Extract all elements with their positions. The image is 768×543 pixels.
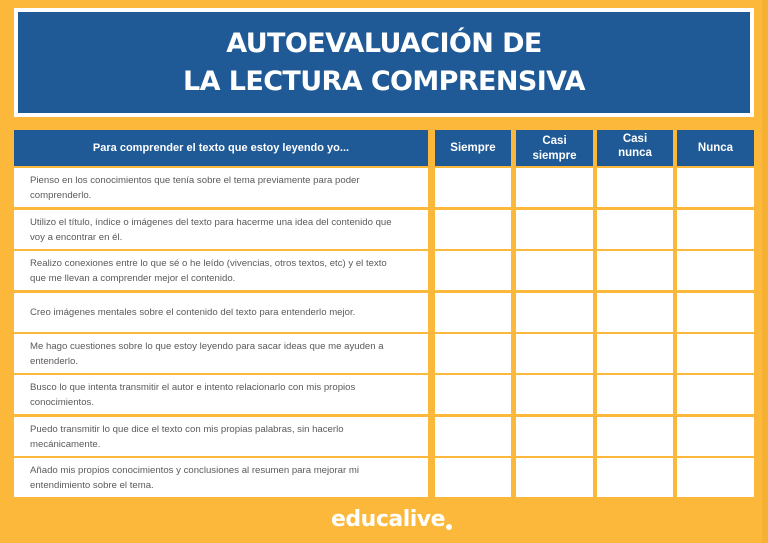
answer-cell-casi-siempre[interactable] bbox=[516, 168, 593, 207]
answer-cell-casi-siempre[interactable] bbox=[516, 417, 593, 456]
statement-text: Utilizo el título, índice o imágenes del texto para hacerme una idea del contenido que voy a encontrar en él. bbox=[30, 216, 392, 243]
statement-text: Me hago cuestiones sobre lo que estoy leyendo para sacar ideas que me ayuden a entenderlo. bbox=[30, 340, 384, 367]
header-casi-siempre-line1: Casi bbox=[542, 134, 567, 147]
answer-cell-nunca[interactable] bbox=[677, 417, 754, 456]
answer-cell-nunca[interactable] bbox=[677, 168, 754, 207]
header-siempre bbox=[435, 130, 511, 166]
header-casi-siempre-line2: siempre bbox=[532, 149, 577, 162]
statement-cell bbox=[14, 334, 428, 373]
statement-cell bbox=[14, 458, 428, 497]
table-row bbox=[14, 168, 754, 207]
answer-cell-nunca[interactable] bbox=[677, 210, 754, 249]
answer-cell-casi-nunca[interactable] bbox=[597, 375, 673, 414]
statement-cell bbox=[14, 417, 428, 456]
answer-cell-casi-nunca[interactable] bbox=[597, 293, 673, 332]
statement-cell bbox=[14, 168, 428, 207]
logo-dot-icon bbox=[446, 524, 452, 530]
header-casi-siempre bbox=[516, 130, 593, 166]
table-row bbox=[14, 293, 754, 332]
header-siempre-label: Siempre bbox=[450, 142, 496, 154]
answer-cell-casi-nunca[interactable] bbox=[597, 210, 673, 249]
statement-text: Busco lo que intenta transmitir el autor e intento relacionarlo con mis propios conocimientos. bbox=[30, 381, 356, 408]
header-casi-nunca bbox=[597, 130, 673, 166]
answer-cell-siempre[interactable] bbox=[435, 251, 511, 290]
table-row bbox=[14, 417, 754, 456]
table-row bbox=[14, 334, 754, 373]
answer-cell-siempre[interactable] bbox=[435, 375, 511, 414]
educalive-logo bbox=[331, 505, 452, 535]
answer-cell-casi-siempre[interactable] bbox=[516, 375, 593, 414]
answer-cell-nunca[interactable] bbox=[677, 458, 754, 497]
header-nunca-label: Nunca bbox=[697, 142, 734, 154]
right-edge-strip bbox=[762, 0, 768, 543]
answer-cell-nunca[interactable] bbox=[677, 293, 754, 332]
answer-cell-casi-siempre[interactable] bbox=[516, 251, 593, 290]
table-row bbox=[14, 458, 754, 497]
statement-text: Puedo transmitir lo que dice el texto con mis propias palabras, sin hacerlo mecánicamente. bbox=[30, 423, 344, 450]
answer-cell-nunca[interactable] bbox=[677, 334, 754, 373]
answer-cell-siempre[interactable] bbox=[435, 210, 511, 249]
header-casi-nunca-line2: nunca bbox=[618, 147, 652, 159]
header-casi-nunca-line1: Casi bbox=[622, 133, 648, 145]
statement-text: Añado mis propios conocimientos y conclusiones al resumen para mejorar mi entendimiento sobre el tema. bbox=[30, 464, 360, 491]
answer-cell-casi-siempre[interactable] bbox=[516, 293, 593, 332]
answer-cell-siempre[interactable] bbox=[435, 334, 511, 373]
statement-cell bbox=[14, 210, 428, 249]
answer-cell-siempre[interactable] bbox=[435, 293, 511, 332]
answer-cell-siempre[interactable] bbox=[435, 458, 511, 497]
answer-cell-nunca[interactable] bbox=[677, 251, 754, 290]
answer-cell-nunca[interactable] bbox=[677, 375, 754, 414]
answer-cell-casi-nunca[interactable] bbox=[597, 168, 673, 207]
header-statement: Para comprender el texto que estoy leyendo yo... bbox=[14, 130, 428, 166]
statement-text: Creo imágenes mentales sobre el contenido del texto para entenderlo mejor. bbox=[30, 307, 356, 318]
statement-cell bbox=[14, 375, 428, 414]
answer-cell-casi-nunca[interactable] bbox=[597, 251, 673, 290]
logo-text: educalive bbox=[331, 507, 446, 532]
table-row bbox=[14, 251, 754, 290]
answer-cell-casi-siempre[interactable] bbox=[516, 458, 593, 497]
answer-cell-casi-nunca[interactable] bbox=[597, 417, 673, 456]
table-row bbox=[14, 210, 754, 249]
answer-cell-casi-nunca[interactable] bbox=[597, 334, 673, 373]
title-line-1: AUTOEVALUACIÓN DE bbox=[226, 27, 542, 59]
statement-text: Pienso en los conocimientos que tenía sobre el tema previamente para poder comprenderlo. bbox=[30, 174, 360, 201]
statement-text: Realizo conexiones entre lo que sé o he leído (vivencias, otros textos, etc) y el texto que me llevan a comprender mejor el contenido. bbox=[30, 257, 387, 284]
answer-cell-casi-siempre[interactable] bbox=[516, 210, 593, 249]
statement-cell bbox=[14, 293, 428, 332]
answer-cell-siempre[interactable] bbox=[435, 168, 511, 207]
title-line-2: LA LECTURA COMPRENSIVA bbox=[183, 65, 585, 97]
title-banner bbox=[14, 8, 754, 117]
statement-cell bbox=[14, 251, 428, 290]
header-nunca bbox=[677, 130, 754, 166]
self-assessment-table bbox=[14, 130, 754, 497]
table-row bbox=[14, 375, 754, 414]
answer-cell-siempre[interactable] bbox=[435, 417, 511, 456]
answer-cell-casi-nunca[interactable] bbox=[597, 458, 673, 497]
answer-cell-casi-siempre[interactable] bbox=[516, 334, 593, 373]
